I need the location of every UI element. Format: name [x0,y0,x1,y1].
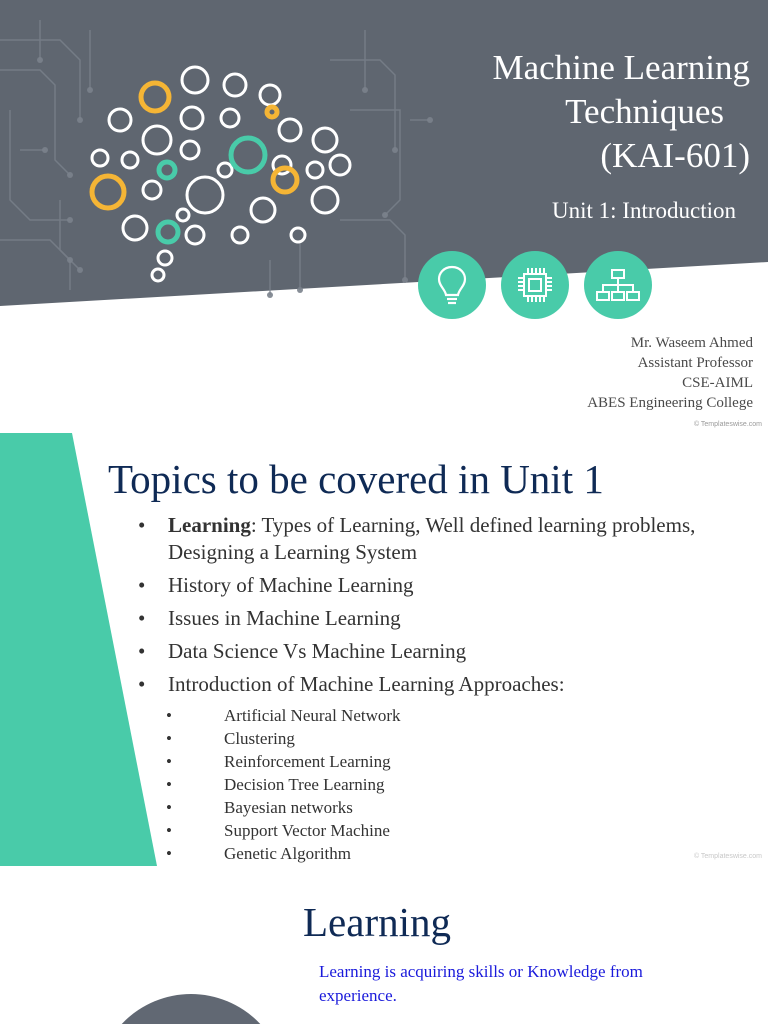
topic-description: : Types of Learning, Well defined learning problems, Designing a Learning System [168,513,696,564]
topics-list [138,512,698,865]
title-slide [0,0,768,433]
author-college: ABES Engineering College [587,395,753,411]
title-line-3: (KAI-601) [600,136,750,175]
approach-item: • Genetic Algorithm [166,842,698,865]
approach-item: • Decision Tree Learning [166,773,698,796]
author-info [587,333,753,413]
learning-heading: Learning [303,899,451,945]
learning-definition: Learning is acquiring skills or Knowledge from experience. [319,962,643,1005]
topic-item-learning [138,512,698,566]
author-name: Mr. Waseem Ahmed [630,335,753,351]
watermark: © Templateswise.com [693,421,762,428]
topic-item: • Issues in Machine Learning [138,605,698,632]
title-line-1: Machine Learning [492,48,750,87]
approach-item: • Bayesian networks [166,796,698,819]
author-position: Assistant Professor [637,355,753,371]
cpu-chip-icon [501,251,569,319]
topic-item: • History of Machine Learning [138,572,698,599]
topics-slide [0,433,768,866]
subtitle: Unit 1: Introduction [552,198,736,223]
decorative-circle [96,994,286,1024]
title-line-2: Techniques [565,92,724,131]
watermark: © Templateswise.com [693,853,762,860]
approaches-sublist-wrapper [138,704,698,865]
approaches-sublist [138,704,698,865]
author-department: CSE-AIML [682,375,753,391]
learning-slide [0,866,768,1024]
lightbulb-icon [418,251,486,319]
topic-item: • Introduction of Machine Learning Approaches: [138,671,698,698]
topic-item: • Data Science Vs Machine Learning [138,638,698,665]
topic-bold-label: Learning [168,513,251,537]
approach-item: • Artificial Neural Network [166,704,698,727]
hierarchy-chart-icon [584,251,652,319]
approach-item: • Clustering [166,727,698,750]
approach-item: • Reinforcement Learning [166,750,698,773]
approach-item: • Support Vector Machine [166,819,698,842]
presentation-title [350,46,750,178]
topics-heading: Topics to be covered in Unit 1 [108,456,604,502]
